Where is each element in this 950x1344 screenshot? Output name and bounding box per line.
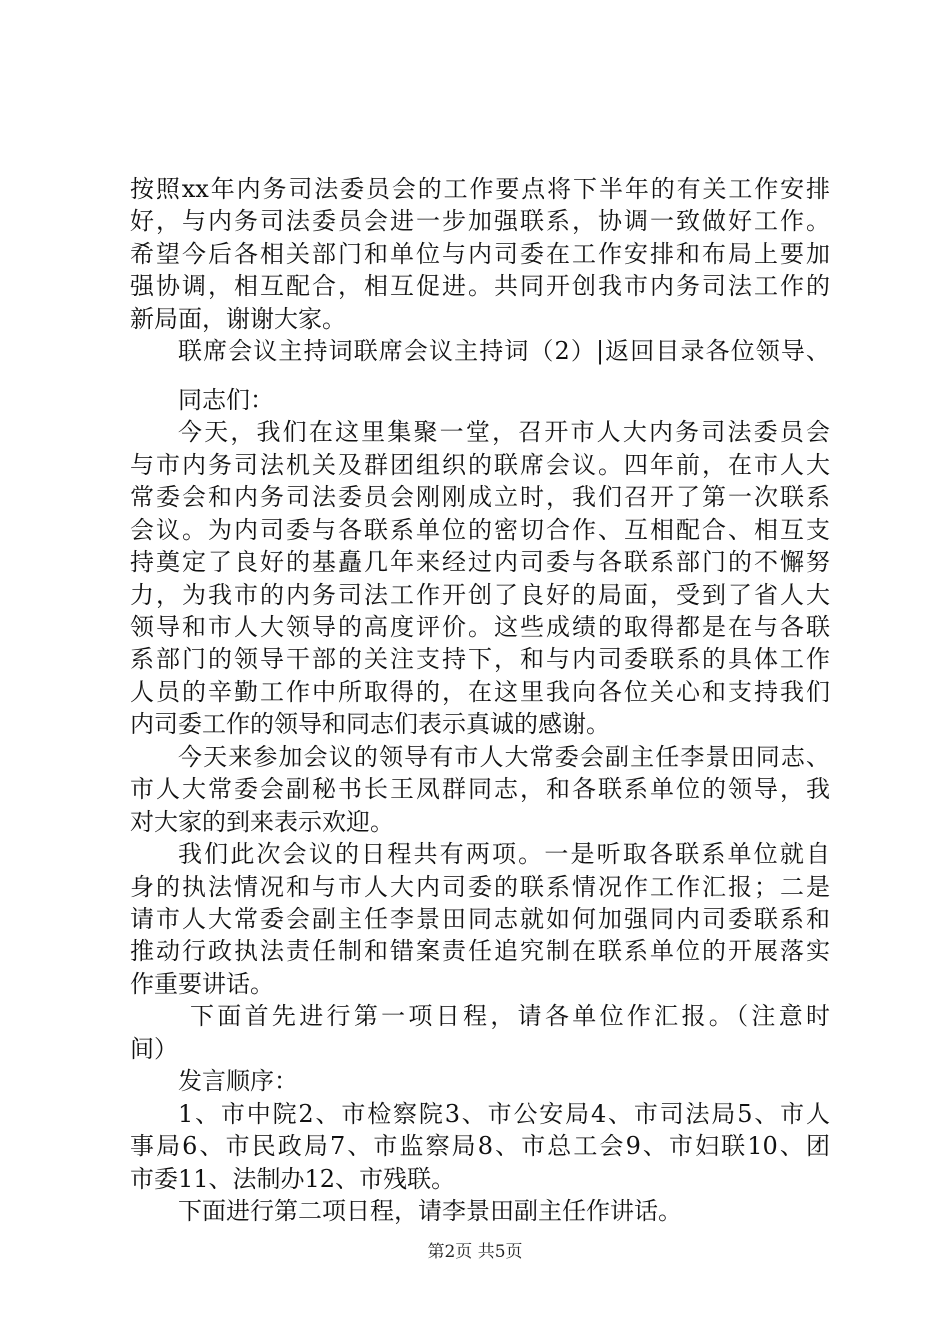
paragraph-line: 身的执法情况和与市人大内司委的联系情况作工作汇报；二是 — [130, 873, 830, 901]
paragraph-line: 好，与内务司法委员会进一步加强联系，协调一致做好工作。 — [130, 207, 830, 235]
paragraph-line: 人员的辛勤工作中所取得的，在这里我向各位关心和支持我们 — [130, 678, 830, 706]
paragraph-line: 希望今后各相关部门和单位与内司委在工作安排和布局上要加 — [130, 240, 830, 268]
paragraph-line: 推动行政执法责任制和错案责任追究制在联系单位的开展落实 — [130, 937, 830, 965]
paragraph-line: 今天来参加会议的领导有市人大常委会副主任李景田同志、 — [178, 743, 830, 771]
paragraph-line: 对大家的到来表示欢迎。 — [130, 808, 394, 836]
paragraph-line: 与市内务司法机关及群团组织的联席会议。四年前，在市人大 — [130, 451, 830, 479]
paragraph-line: 下面进行第二项日程，请李景田副主任作讲话。 — [178, 1197, 682, 1225]
paragraph-line: 1、市中院2、市检察院3、市公安局4、市司法局5、市人 — [178, 1100, 830, 1128]
salutation: 同志们： — [178, 386, 274, 414]
page-number-footer: 第2页 共5页 — [427, 1242, 523, 1262]
paragraph-line: 领导和市人大领导的高度评价。这些成绩的取得都是在与各联 — [130, 613, 830, 641]
paragraph-line: 我们此次会议的日程共有两项。一是听取各联系单位就自 — [178, 840, 830, 868]
paragraph-line: 间） — [130, 1035, 178, 1063]
paragraph-line: 会议。为内司委与各联系单位的密切合作、互相配合、相互支 — [130, 516, 830, 544]
paragraph-line: 力，为我市的内务司法工作开创了良好的局面，受到了省人大 — [130, 581, 830, 609]
paragraph-line: 系部门的领导干部的关注支持下，和与内司委联系的具体工作 — [130, 645, 830, 673]
paragraph-line: 常委会和内务司法委员会刚刚成立时，我们召开了第一次联系 — [130, 483, 830, 511]
paragraph-line: 强协调，相互配合，相互促进。共同开创我市内务司法工作的 — [130, 272, 830, 300]
paragraph-line: 内司委工作的领导和同志们表示真诚的感谢。 — [130, 710, 610, 738]
paragraph-line: 按照xx年内务司法委员会的工作要点将下半年的有关工作安排 — [130, 175, 830, 203]
paragraph-line: 发言顺序： — [178, 1067, 298, 1095]
paragraph-line: 事局6、市民政局7、市监察局8、市总工会9、市妇联10、团 — [130, 1132, 830, 1160]
section-heading-line: 联席会议主持词联席会议主持词（2）|返回目录各位领导、 — [178, 337, 830, 365]
paragraph-line: 下面首先进行第一项日程，请各单位作汇报。（注意时 — [190, 1002, 830, 1030]
paragraph-line: 市委11、法制办12、市残联。 — [130, 1165, 456, 1193]
paragraph-line: 作重要讲话。 — [130, 970, 274, 998]
paragraph-line: 新局面，谢谢大家。 — [130, 305, 346, 333]
paragraph-line: 市人大常委会副秘书长王凤群同志，和各联系单位的领导，我 — [130, 775, 830, 803]
paragraph-line: 今天，我们在这里集聚一堂，召开市人大内务司法委员会 — [178, 418, 830, 446]
paragraph-line: 持奠定了良好的基矗几年来经过内司委与各联系部门的不懈努 — [130, 548, 830, 576]
paragraph-line: 请市人大常委会副主任李景田同志就如何加强同内司委联系和 — [130, 905, 830, 933]
